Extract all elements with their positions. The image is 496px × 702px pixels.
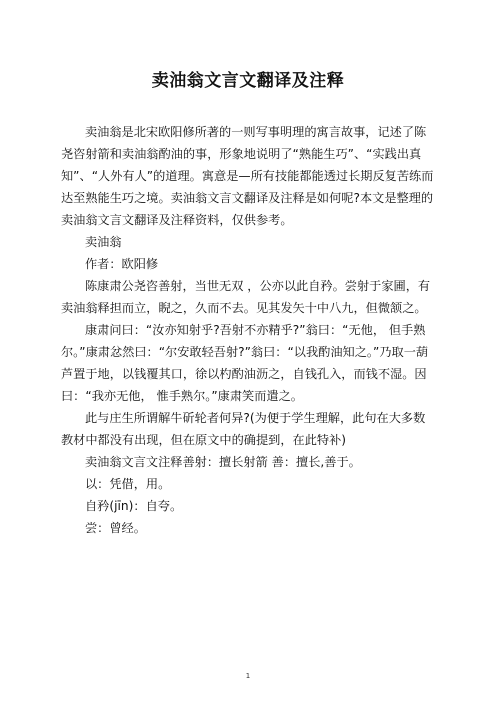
annotation-line: 自矜(jīn)：自夸。 — [85, 499, 183, 513]
section-heading: 卖油翁 — [85, 235, 122, 249]
text-paragraph: 此与庄生所谓解牛斫轮者何异?(为便于学生理解，此句在大多数教材中都没有出现，但在原文中的确提到，在此特补) — [61, 411, 426, 447]
page-number: 1 — [245, 672, 251, 680]
author-line: 作者：欧阳修 — [85, 257, 159, 271]
annotation-line: 以：凭借，用。 — [85, 477, 171, 491]
document-body — [61, 121, 436, 539]
document-title: 卖油翁文言文翻译及注释 — [151, 71, 345, 91]
annotation-line: 尝：曾经。 — [85, 521, 146, 535]
text-paragraph: 陈康肃公尧咨善射，当世无双 ，公亦以此自矜。尝射于家圃，有卖油翁释担而立，睨之，久而不去。见其发矢十中八九，但微颔之。 — [61, 279, 431, 315]
text-paragraph: 康肃问曰：“汝亦知射乎?吾射不亦精乎?”翁曰：“无他， 但手熟尔。”康肃忿然曰：“尔安敢轻吾射?”翁曰：“以我酌油知之。”乃取一葫芦置于地，以钱覆其口，徐以杓酌油沥之，自钱孔入，而钱不湿。因曰：“我亦无他， 惟手熟尔。”康肃笑而遣之。 — [61, 323, 429, 403]
intro-paragraph: 卖油翁是北宋欧阳修所著的一则写事明理的寓言故事，记述了陈尧咨射箭和卖油翁酌油的事，形象地说明了“熟能生巧”、“实践出真知”、“人外有人”的道理。寓意是—所有技能都能透过长期反复苦练而达至熟能生巧之境。卖油翁文言文翻译及注释是如何呢?本文是整理的卖油翁文言文翻译及注释资料，仅供参考。 — [61, 125, 434, 227]
annotation-line: 卖油翁文言文注释善射：擅长射箭 善：擅长,善于。 — [85, 455, 361, 469]
